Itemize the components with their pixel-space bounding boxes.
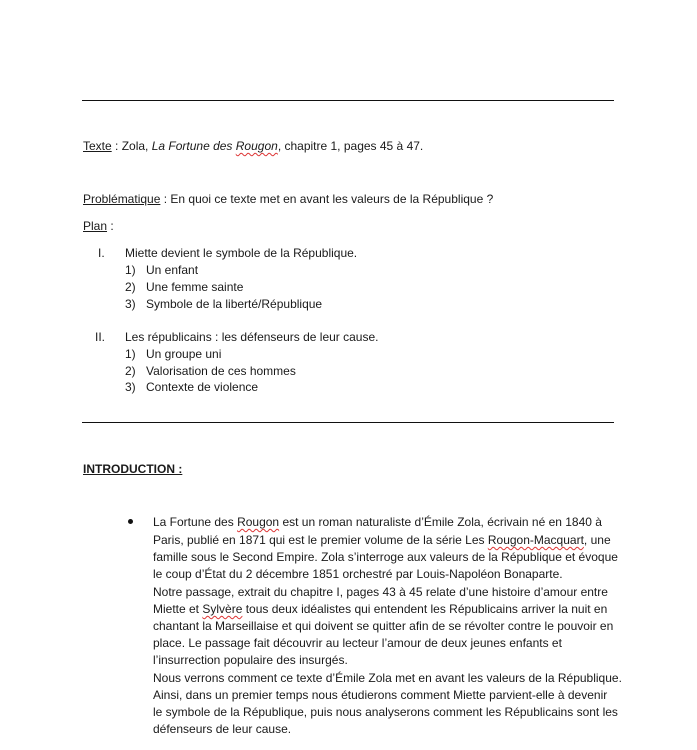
intro-text: Paris, publié en 1871 qui est le premier volume de la série Les — [153, 533, 488, 547]
intro-text: est un roman naturaliste d’Émile Zola, écrivain né en 1840 à — [279, 515, 602, 529]
plan-item: Un enfant — [146, 263, 199, 277]
bullet-icon — [128, 519, 133, 524]
intro-text: tous deux idéalistes qui entendent les Républicains arriver la nuit en — [242, 602, 608, 616]
intro-line: Nous verrons comment ce texte d’Émile Zola met en avant les valeurs de la République. — [153, 671, 622, 685]
intro-text: Rougon-Macquart — [487, 533, 584, 547]
intro-line: défenseurs de leur cause. — [153, 722, 292, 736]
book-title-b: Rougon — [235, 139, 278, 153]
intro-text: Rougon — [237, 515, 280, 529]
plan-label: Plan — [83, 219, 108, 233]
intro-text: La Fortune des — [153, 515, 238, 529]
plan-item: Une femme sainte — [146, 280, 244, 294]
problematique-text: : En quoi ce texte met en avant les valeurs de la République ? — [160, 192, 494, 206]
problematique-line — [83, 191, 493, 207]
intro-line — [153, 601, 607, 617]
plan-line — [83, 218, 114, 234]
intro-text: Sylvère — [202, 602, 243, 616]
plan-item: Contexte de violence — [146, 380, 259, 394]
section-numeral: II. — [95, 330, 106, 344]
intro-text: , une — [583, 533, 611, 547]
item-number: 3) — [125, 297, 136, 311]
item-number: 1) — [125, 347, 136, 361]
problematique-label: Problématique — [83, 192, 161, 206]
texte-post: , chapitre 1, pages 45 à 47. — [277, 139, 424, 153]
section-title: Les républicains : les défenseurs de leur cause. — [125, 330, 379, 344]
texte-label: Texte — [83, 139, 112, 153]
introduction-heading: INTRODUCTION : — [83, 462, 183, 476]
intro-line: Ainsi, dans un premier temps nous étudierons comment Miette parvient-elle à devenir — [153, 688, 608, 702]
texte-line — [83, 138, 423, 154]
texte-pre: : Zola, — [111, 139, 152, 153]
intro-line — [153, 532, 611, 548]
intro-line: le symbole de la République, puis nous analyserons comment les Républicains sont les — [153, 705, 618, 719]
intro-line: l’insurrection populaire des insurgés. — [153, 653, 348, 667]
section-numeral: I. — [98, 246, 105, 260]
horizontal-rule-top — [82, 100, 614, 101]
horizontal-rule-bottom — [82, 422, 614, 423]
book-title-a: La Fortune des — [151, 139, 236, 153]
intro-line: le coup d’État du 2 décembre 1851 orchestré par Louis-Napoléon Bonaparte. — [153, 567, 563, 581]
item-number: 1) — [125, 263, 136, 277]
item-number: 3) — [125, 380, 136, 394]
plan-colon: : — [107, 219, 114, 233]
intro-line: chantant la Marseillaise et qui doivent se quitter afin de se révolter contre le pouvoir en — [153, 619, 614, 633]
plan-item: Valorisation de ces hommes — [146, 364, 296, 378]
plan-item: Un groupe uni — [146, 347, 222, 361]
intro-line: place. Le passage fait découvrir au lecteur l’amour de deux jeunes enfants et — [153, 636, 562, 650]
plan-item: Symbole de la liberté/République — [146, 297, 323, 311]
intro-text: Miette et — [153, 602, 203, 616]
intro-line — [153, 514, 602, 530]
item-number: 2) — [125, 364, 136, 378]
section-title: Miette devient le symbole de la République. — [125, 246, 358, 260]
intro-line: famille sous le Second Empire. Zola s’interroge aux valeurs de la République et évoque — [153, 550, 618, 564]
intro-line: Notre passage, extrait du chapitre I, pages 43 à 45 relate d’une histoire d’amour entre — [153, 585, 608, 599]
item-number: 2) — [125, 280, 136, 294]
